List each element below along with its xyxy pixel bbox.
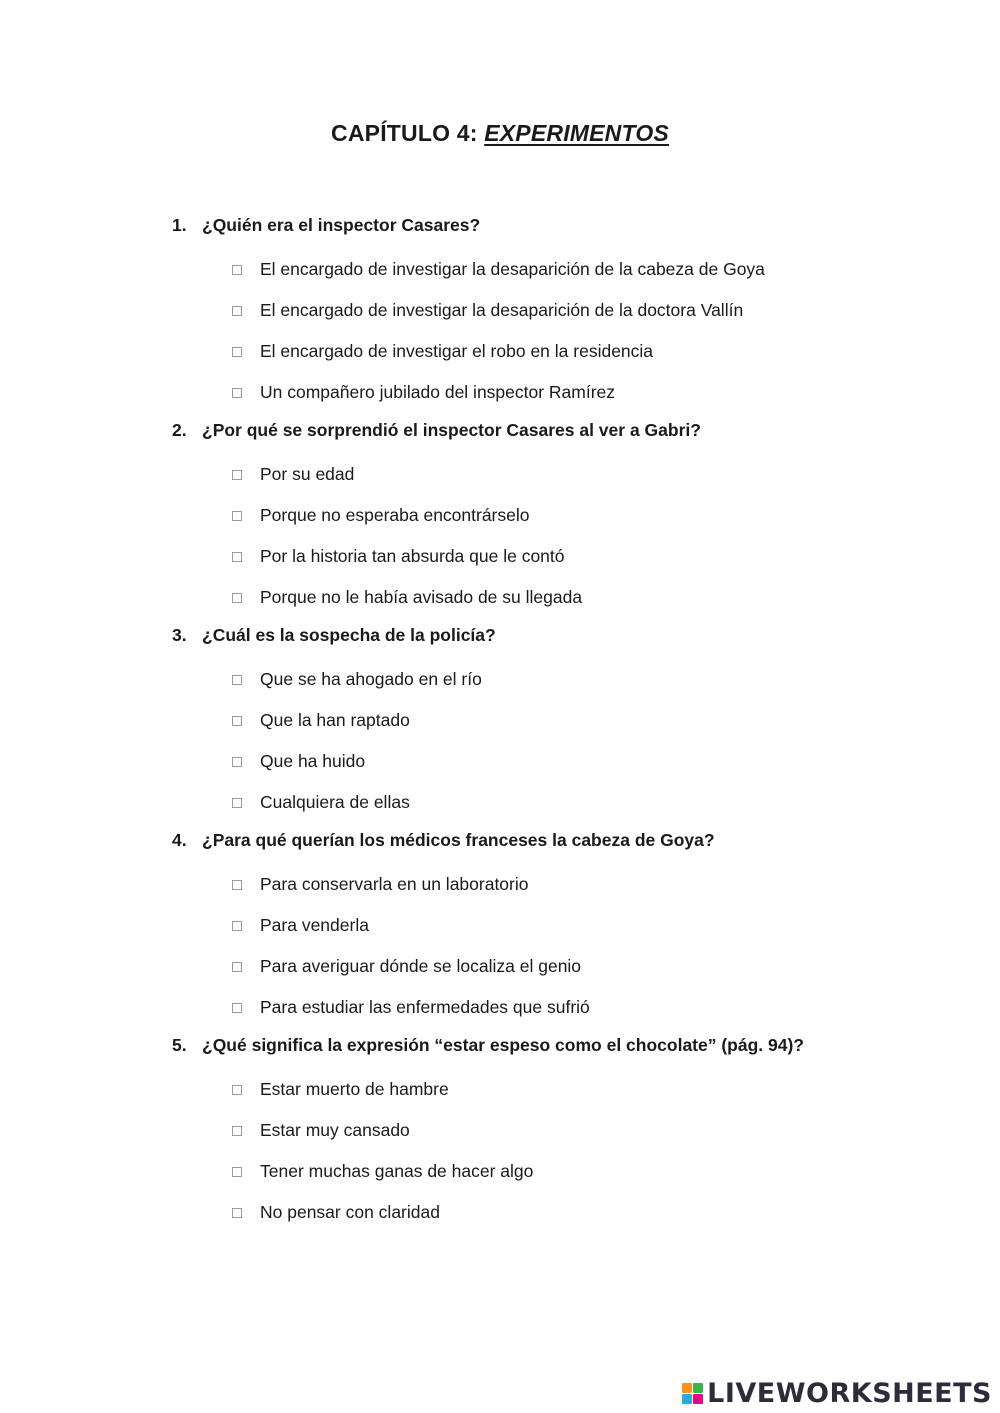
liveworksheets-logo-icon	[682, 1383, 703, 1404]
question-number: 1.	[172, 215, 187, 235]
checkbox-icon[interactable]	[232, 552, 242, 562]
answer-option-label: Tener muchas ganas de hacer algo	[260, 1161, 534, 1181]
answer-option-label: Porque no le había avisado de su llegada	[260, 587, 583, 607]
checkbox-icon[interactable]	[232, 798, 242, 808]
question-text: ¿Por qué se sorprendió el inspector Casares al ver a Gabri?	[202, 420, 701, 440]
answer-option-label: Un compañero jubilado del inspector Ramírez	[260, 382, 616, 402]
quiz	[172, 215, 932, 1240]
answer-option-label: No pensar con claridad	[260, 1202, 440, 1222]
answer-option[interactable]	[172, 707, 932, 734]
answer-option[interactable]	[172, 1117, 932, 1144]
logo-square	[682, 1383, 692, 1393]
checkbox-icon[interactable]	[232, 880, 242, 890]
checkbox-icon[interactable]	[232, 388, 242, 398]
answer-option[interactable]	[172, 461, 932, 488]
question-text: ¿Cuál es la sospecha de la policía?	[202, 625, 496, 645]
question-heading	[172, 215, 932, 242]
answer-option[interactable]	[172, 379, 932, 406]
answer-option-label: Que ha huido	[260, 751, 366, 771]
question-text: ¿Quién era el inspector Casares?	[202, 215, 481, 235]
answer-option[interactable]	[172, 748, 932, 775]
answer-option[interactable]	[172, 912, 932, 939]
answer-option-label: Porque no esperaba encontrárselo	[260, 505, 530, 525]
question-1	[172, 215, 932, 406]
answer-option[interactable]	[172, 338, 932, 365]
answer-option[interactable]	[172, 256, 932, 283]
checkbox-icon[interactable]	[232, 921, 242, 931]
checkbox-icon[interactable]	[232, 1208, 242, 1218]
answer-option-label: Que la han raptado	[260, 710, 410, 730]
answer-option-label: El encargado de investigar el robo en la residencia	[260, 341, 654, 361]
checkbox-icon[interactable]	[232, 511, 242, 521]
question-heading	[172, 1035, 932, 1062]
answer-option[interactable]	[172, 1158, 932, 1185]
checkbox-icon[interactable]	[232, 1085, 242, 1095]
answer-option-label: El encargado de investigar la desaparición de la doctora Vallín	[260, 300, 744, 320]
answer-option-label: Estar muerto de hambre	[260, 1079, 449, 1099]
answer-option[interactable]	[172, 1199, 932, 1226]
answer-option[interactable]	[172, 584, 932, 611]
checkbox-icon[interactable]	[232, 757, 242, 767]
checkbox-icon[interactable]	[232, 1126, 242, 1136]
answer-option[interactable]	[172, 543, 932, 570]
checkbox-icon[interactable]	[232, 593, 242, 603]
answer-option-label: Cualquiera de ellas	[260, 792, 410, 812]
answer-option[interactable]	[172, 502, 932, 529]
answer-option-label: Por su edad	[260, 464, 355, 484]
question-text: ¿Qué significa la expresión “estar espeso como el chocolate” (pág. 94)?	[202, 1035, 804, 1055]
answer-option[interactable]	[172, 953, 932, 980]
logo-square	[682, 1394, 692, 1404]
question-5	[172, 1035, 932, 1226]
checkbox-icon[interactable]	[232, 962, 242, 972]
title-emphasis: EXPERIMENTOS	[484, 120, 669, 146]
checkbox-icon[interactable]	[232, 306, 242, 316]
checkbox-icon[interactable]	[232, 347, 242, 357]
title-prefix: CAPÍTULO 4:	[331, 120, 485, 146]
answer-option[interactable]	[172, 666, 932, 693]
answer-option[interactable]	[172, 789, 932, 816]
question-4	[172, 830, 932, 1021]
question-2	[172, 420, 932, 611]
answer-option-label: Estar muy cansado	[260, 1120, 410, 1140]
question-number: 5.	[172, 1035, 187, 1055]
question-number: 2.	[172, 420, 187, 440]
page-title	[0, 120, 1000, 147]
answer-option-label: Para estudiar las enfermedades que sufrió	[260, 997, 590, 1017]
checkbox-icon[interactable]	[232, 1003, 242, 1013]
answer-option[interactable]	[172, 1076, 932, 1103]
question-heading	[172, 625, 932, 652]
brand-name: LIVEWORKSHEETS	[707, 1378, 992, 1409]
answer-option[interactable]	[172, 871, 932, 898]
answer-option-label: Para venderla	[260, 915, 369, 935]
checkbox-icon[interactable]	[232, 265, 242, 275]
answer-option[interactable]	[172, 994, 932, 1021]
question-heading	[172, 420, 932, 447]
question-text: ¿Para qué querían los médicos franceses la cabeza de Goya?	[202, 830, 715, 850]
answer-option-label: El encargado de investigar la desaparición de la cabeza de Goya	[260, 259, 765, 279]
logo-square	[693, 1383, 703, 1393]
answer-option-label: Para averiguar dónde se localiza el genio	[260, 956, 582, 976]
answer-option-label: Por la historia tan absurda que le contó	[260, 546, 565, 566]
question-number: 3.	[172, 625, 187, 645]
question-3	[172, 625, 932, 816]
answer-option[interactable]	[172, 297, 932, 324]
checkbox-icon[interactable]	[232, 470, 242, 480]
question-number: 4.	[172, 830, 187, 850]
checkbox-icon[interactable]	[232, 675, 242, 685]
question-heading	[172, 830, 932, 857]
checkbox-icon[interactable]	[232, 716, 242, 726]
answer-option-label: Que se ha ahogado en el río	[260, 669, 482, 689]
answer-option-label: Para conservarla en un laboratorio	[260, 874, 529, 894]
checkbox-icon[interactable]	[232, 1167, 242, 1177]
liveworksheets-brand	[682, 1380, 992, 1407]
logo-square	[693, 1394, 703, 1404]
